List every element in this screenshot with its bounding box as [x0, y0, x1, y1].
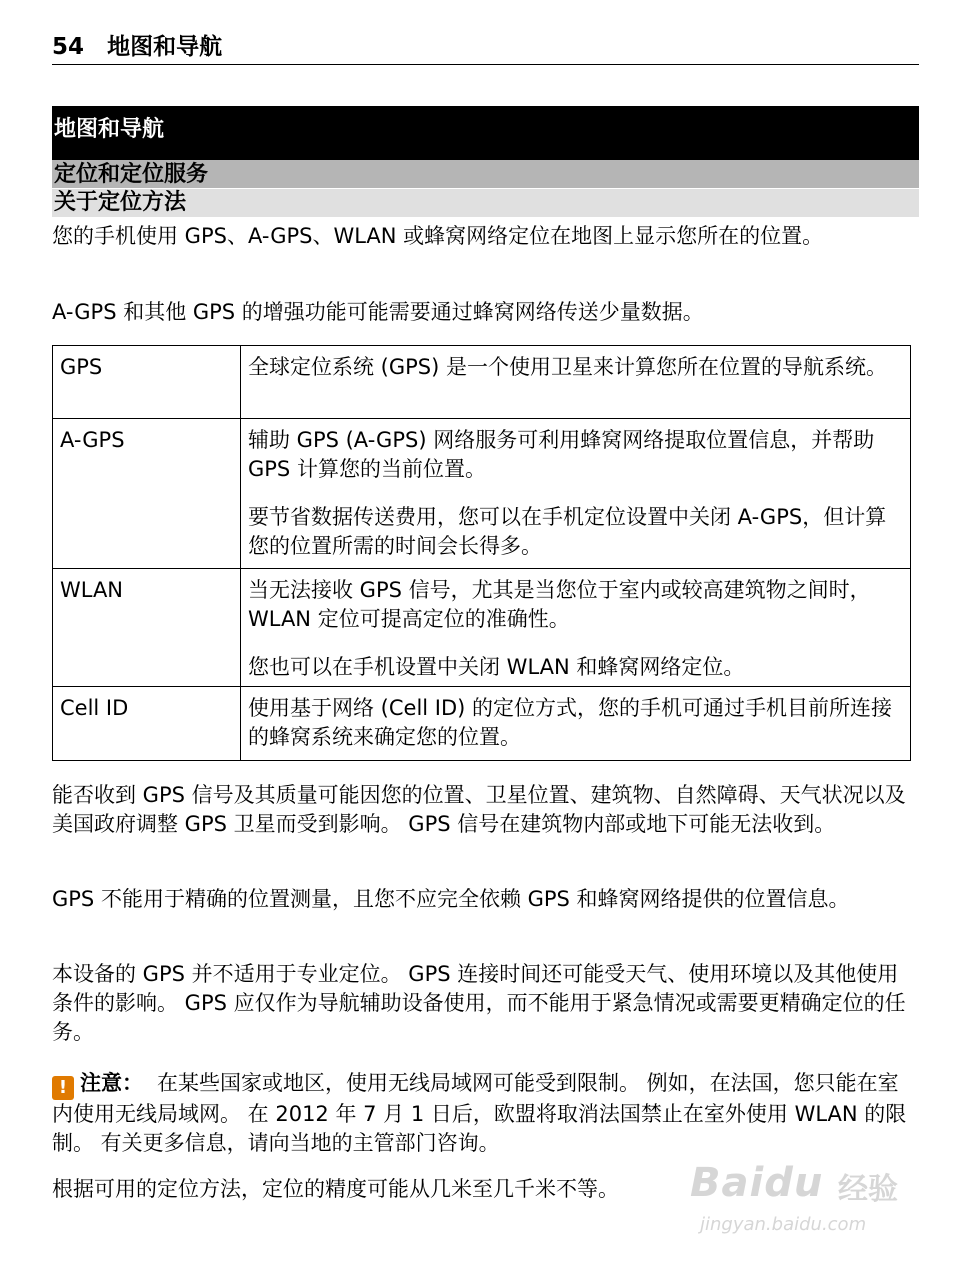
table-row	[53, 569, 911, 687]
chapter-title: 地图和导航	[54, 117, 165, 142]
method-term: GPS	[53, 346, 241, 419]
running-title: 地图和导航	[107, 34, 223, 60]
method-description-text: 辅助 GPS (A-GPS) 网络服务可利用蜂窝网络提取位置信息，并帮助 GPS 计算您的当前位置。	[248, 428, 875, 481]
method-description-text: 使用基于网络 (Cell ID) 的定位方式，您的手机可通过手机目前所连接的蜂窝系统来确定您的位置。	[248, 696, 893, 749]
method-description	[241, 346, 911, 419]
method-term: A-GPS	[53, 419, 241, 569]
method-description-text: 当无法接收 GPS 信号，尤其是当您位于室内或较高建筑物之间时，WLAN 定位可提高定位的准确性。	[248, 578, 871, 631]
table-row	[53, 419, 911, 569]
warning-icon: !	[52, 1076, 74, 1100]
watermark-text: 经验	[838, 1172, 898, 1207]
intro-paragraph-1: 您的手机使用 GPS、A-GPS、WLAN 或蜂窝网络定位在地图上显示您所在的位置。	[52, 224, 824, 248]
page-header	[52, 30, 919, 65]
positioning-methods-table	[52, 345, 911, 761]
gps-signal-paragraph: 能否收到 GPS 信号及其质量可能因您的位置、卫星位置、建筑物、自然障碍、天气状况以及美国政府调整 GPS 卫星而受到影响。 GPS 信号在建筑物内部或地下可能无法收到。	[52, 783, 906, 836]
page-number: 54	[52, 34, 85, 60]
subsection-heading	[52, 189, 919, 217]
table-row	[53, 346, 911, 419]
gps-professional-paragraph: 本设备的 GPS 并不适用于专业定位。 GPS 连接时间还可能受天气、使用环境以及其他使用条件的影响。 GPS 应仅作为导航辅助设备使用，而不能用于紧急情况或需要更精确定位的任务。	[52, 962, 906, 1044]
subsection-title: 关于定位方法	[54, 190, 187, 215]
section-title: 定位和定位服务	[54, 162, 209, 187]
watermark-logo: Baidu	[690, 1160, 824, 1206]
chapter-heading	[52, 106, 919, 160]
method-description	[241, 569, 911, 687]
note-paragraph	[52, 1069, 914, 1158]
method-description	[241, 687, 911, 761]
method-description-text: 要节省数据传送费用，您可以在手机定位设置中关闭 A-GPS，但计算您的位置所需的时间会长得多。	[248, 505, 887, 558]
note-text: 在某些国家或地区，使用无线局域网可能受到限制。 例如，在法国，您只能在室内使用无线局域网。 在 2012 年 7 月 1 日后，欧盟将取消法国禁止在室外使用 WLAN 的限制。 有关更多信息，请向当地的主管部门咨询。	[52, 1071, 907, 1155]
watermark-url: jingyan.baidu.com	[700, 1214, 867, 1235]
intro-paragraph-2: A-GPS 和其他 GPS 的增强功能可能需要通过蜂窝网络传送少量数据。	[52, 300, 704, 324]
method-description	[241, 419, 911, 569]
baidu-watermark	[690, 1160, 920, 1250]
method-term: Cell ID	[53, 687, 241, 761]
note-label: 注意：	[80, 1071, 143, 1095]
method-description-text: 您也可以在手机设置中关闭 WLAN 和蜂窝网络定位。	[248, 655, 745, 679]
section-heading	[52, 160, 919, 188]
accuracy-paragraph: 根据可用的定位方法，定位的精度可能从几米至几千米不等。	[52, 1177, 619, 1201]
method-term: WLAN	[53, 569, 241, 687]
table-row	[53, 687, 911, 761]
method-description-text: 全球定位系统 (GPS) 是一个使用卫星来计算您所在位置的导航系统。	[248, 355, 888, 379]
gps-accuracy-paragraph: GPS 不能用于精确的位置测量，且您不应完全依赖 GPS 和蜂窝网络提供的位置信息。	[52, 887, 850, 911]
